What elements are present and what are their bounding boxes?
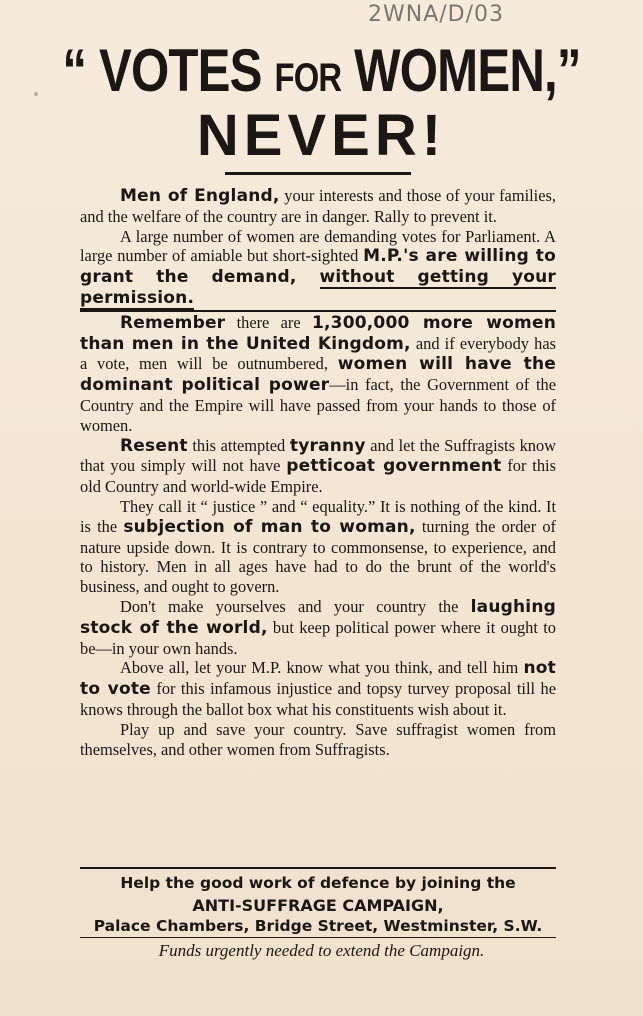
emphasis-without-permission: without getting your permission. <box>80 267 557 308</box>
headline-line-1 <box>58 38 585 111</box>
paragraph-3-text-c: —in fact, the Government of the Country and the Empire will have passed from your hands to those of women. <box>80 375 556 435</box>
emphasis-men-of-england: Men of England, <box>120 186 280 206</box>
emphasis-dominant-power: women will have the dominant political power <box>80 354 556 396</box>
paragraph-8 <box>80 720 556 760</box>
footer-block <box>70 873 566 938</box>
headline-votes: “ VOTES <box>62 37 262 104</box>
emphasis-remember: Remember <box>120 312 226 333</box>
paragraph-7-text-a: Above all, let your M.P. know what you think, and tell him <box>120 658 524 678</box>
paragraph-7-text-b: for this infamous injustice and topsy turvey proposal till he knows through the ballot box what his constituents wish about it. <box>80 679 556 719</box>
footer-campaign-name: ANTI-SUFFRAGE CAMPAIGN, <box>192 895 444 915</box>
paragraph-6-text-b: but keep political power where it ought to be—in your own hands. <box>80 617 556 658</box>
emphasis-petticoat-government: petticoat government <box>286 456 502 477</box>
leaflet-body <box>80 186 556 759</box>
paragraph-5 <box>80 497 556 597</box>
paragraph-6 <box>80 597 556 658</box>
headline-never: NEVER! <box>196 103 447 168</box>
emphasis-resent: Resent <box>120 435 188 456</box>
headline-for: FOR <box>274 56 342 100</box>
paragraph-5-text-a: They call it “ justice ” and “ equality.” It is nothing of the kind. It is the <box>80 496 556 536</box>
paragraph-1 <box>80 186 556 227</box>
emphasis-not-to-vote: not to vote <box>80 658 556 700</box>
paragraph-3-text-a: there are <box>225 312 312 332</box>
paragraph-8-text: Play up and save your country. Save suffragist women from themselves, and other women from Suffragists. <box>80 719 556 759</box>
emphasis-mps-willing: M.P.'s are willing to grant the demand, <box>80 246 556 288</box>
footer-line-1: Help the good work of defence by joining the <box>120 874 516 892</box>
paper-blemish <box>34 92 38 96</box>
paragraph-3-text-b: and if everybody has a vote, men will be outnumbered, <box>80 333 556 374</box>
archive-reference: 2WNA/D/03 <box>368 2 505 27</box>
paragraph-4-text-c: for this old Country and world-wide Empire. <box>80 456 556 497</box>
footer-bottom-rule <box>80 937 556 938</box>
footer-address: Palace Chambers, Bridge Street, Westminster, S.W. <box>93 917 543 935</box>
paragraph-5-text-b: turning the order of nature upside down. It is contrary to commonsense, to experience, and to history. Men in all ages have had to do the brunt of the world's business, and ought to govern. <box>80 516 557 597</box>
paragraph-1-text: your interests and those of your families, and the welfare of the country are in danger. Rally to prevent it. <box>80 186 556 226</box>
paragraph-4 <box>80 436 556 497</box>
paragraph-3 <box>80 313 556 436</box>
footer-top-rule <box>80 867 556 869</box>
paragraph-6-text-a: Don't make yourselves and your country the <box>120 596 471 616</box>
emphasis-subjection: subjection of man to woman, <box>123 516 416 537</box>
paragraph-4-text-b: and let the Suffragists know that you simply will not have <box>80 435 556 476</box>
funds-appeal: Funds urgently needed to extend the Campaign. <box>158 941 485 960</box>
paragraph-4-text-a: this attempted <box>187 435 290 455</box>
emphasis-tyranny: tyranny <box>289 435 366 456</box>
headline-women: WOMEN,” <box>354 37 581 104</box>
emphasis-laughing-stock: laughing stock of the world, <box>80 596 556 638</box>
paragraph-2-text: A large number of women are demanding votes for Parliament. A large number of amiable but short-sighted <box>80 226 556 266</box>
paragraph-2 <box>80 227 556 309</box>
paragraph-7 <box>80 658 556 719</box>
headline-rule <box>225 172 411 175</box>
paragraph-divider <box>80 310 556 312</box>
emphasis-more-women: 1,300,000 more women than men in the United Kingdom, <box>80 312 557 354</box>
